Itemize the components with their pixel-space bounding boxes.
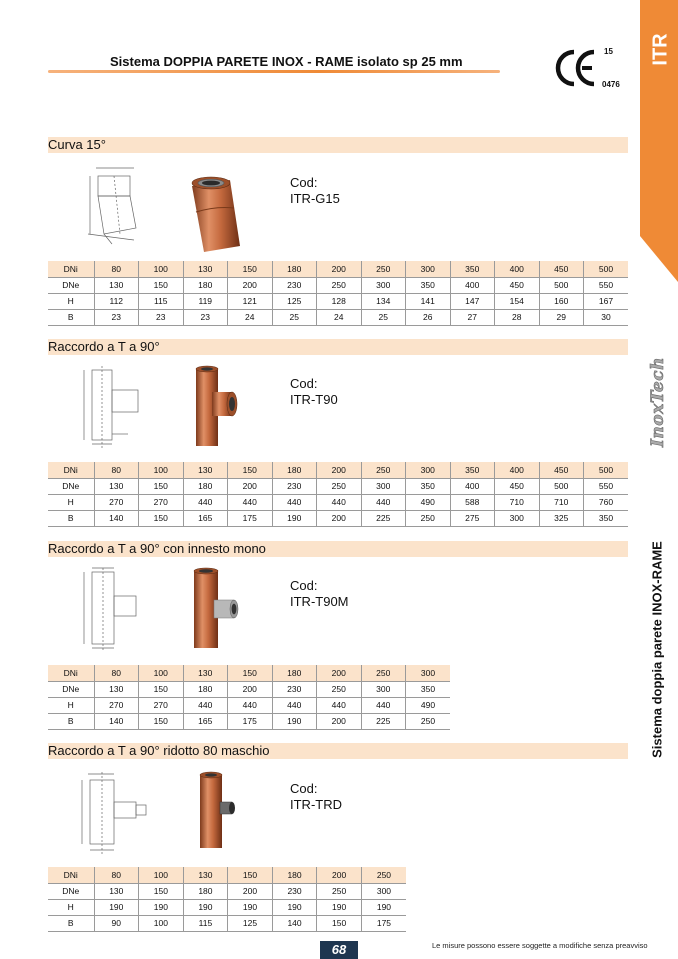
table-row: DNi 80 100 130 150 180 200 250 <box>48 867 406 883</box>
table-row: H 270 270 440 440 440 440 440 490 <box>48 697 450 713</box>
product-code-3: ITR-T90M <box>290 594 349 609</box>
photo-elbow-15 <box>186 172 246 254</box>
spec-table-trd <box>48 867 406 932</box>
table-row: DNe 130 150 180 200 230 250 300 350 400 450 500 550 <box>48 478 628 494</box>
ce-top-number: 15 <box>604 47 613 56</box>
table-row: DNe 130 150 180 200 230 250 300 350 400 450 500 550 <box>48 277 628 293</box>
tech-drawing-tee-mono <box>78 566 144 654</box>
brand-logo: InoxTech <box>648 357 668 448</box>
section-title-t90m: Raccordo a T a 90° con innesto mono <box>48 541 266 556</box>
product-code-4: ITR-TRD <box>290 797 342 812</box>
spec-table-t90 <box>48 462 628 527</box>
tech-drawing-tee <box>78 364 144 450</box>
cod-label-2: Cod: <box>290 376 318 391</box>
spec-table-t90m <box>48 665 450 730</box>
section-bar-1 <box>48 137 628 153</box>
tech-drawing-elbow <box>84 164 146 246</box>
footer-disclaimer: Le misure possono essere soggette a modifiche senza preavviso <box>432 941 648 950</box>
table-row: DNi 80 100 130 150 180 200 250 300 <box>48 665 450 681</box>
page-header-title: Sistema DOPPIA PARETE INOX - RAME isolato sp 25 mm <box>110 54 463 69</box>
header-underline <box>48 70 500 73</box>
ce-mark-icon <box>554 46 604 90</box>
ce-bottom-number: 0476 <box>602 80 620 89</box>
cod-label-1: Cod: <box>290 175 318 190</box>
section-title-trd: Raccordo a T a 90° ridotto 80 maschio <box>48 743 270 758</box>
product-code-1: ITR-G15 <box>290 191 340 206</box>
spec-table-curva <box>48 261 628 326</box>
table-row: B 23 23 23 24 25 24 25 26 27 28 29 30 <box>48 309 628 325</box>
cod-label-4: Cod: <box>290 781 318 796</box>
table-row: DNi 80 100 130 150 180 200 250 300 350 400 450 500 <box>48 462 628 478</box>
photo-tee-reduced <box>196 770 244 850</box>
table-row: DNe 130 150 180 200 230 250 300 <box>48 883 406 899</box>
table-row: DNi 80 100 130 150 180 200 250 300 350 400 450 500 <box>48 261 628 277</box>
photo-tee-90-mono <box>190 566 240 650</box>
section-title-t90: Raccordo a T a 90° <box>48 339 160 354</box>
table-row: B 90 100 115 125 140 150 175 <box>48 915 406 931</box>
photo-tee-90 <box>192 364 238 448</box>
table-row: DNe 130 150 180 200 230 250 300 350 <box>48 681 450 697</box>
side-band-label: ITR <box>649 33 672 66</box>
tech-drawing-tee-reduced <box>74 770 156 856</box>
cod-label-3: Cod: <box>290 578 318 593</box>
section-title-curva: Curva 15° <box>48 137 106 152</box>
table-row: H 112 115 119 121 125 128 134 141 147 154 160 167 <box>48 293 628 309</box>
product-code-2: ITR-T90 <box>290 392 338 407</box>
page-number: 68 <box>320 941 358 959</box>
table-row: B 140 150 165 175 190 200 225 250 275 300 325 350 <box>48 510 628 526</box>
table-row: H 190 190 190 190 190 190 190 <box>48 899 406 915</box>
side-vertical-title: Sistema doppia parete INOX-RAME <box>649 541 665 758</box>
table-row: B 140 150 165 175 190 200 225 250 <box>48 713 450 729</box>
table-row: H 270 270 440 440 440 440 440 490 588 710 710 760 <box>48 494 628 510</box>
